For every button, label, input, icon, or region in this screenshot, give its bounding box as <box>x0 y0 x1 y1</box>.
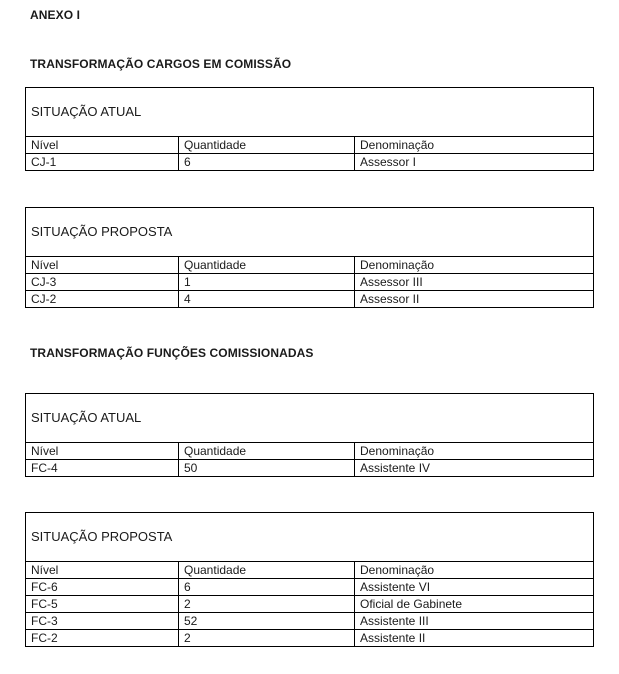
cell-quantidade: 6 <box>179 579 355 596</box>
column-header-quantidade: Quantidade <box>179 443 355 460</box>
cell-quantidade: 50 <box>179 460 355 477</box>
table-caption-row <box>26 394 594 443</box>
cell-denominacao: Assistente IV <box>355 460 594 477</box>
annex-title: ANEXO I <box>30 8 81 22</box>
table-caption-row <box>26 513 594 562</box>
cell-nivel: FC-4 <box>26 460 179 477</box>
cell-denominacao: Assessor II <box>355 291 594 308</box>
table-row <box>26 154 594 171</box>
table-row <box>26 579 594 596</box>
column-header-quantidade: Quantidade <box>179 257 355 274</box>
table-header-row <box>26 562 594 579</box>
table-header-row <box>26 257 594 274</box>
cell-quantidade: 1 <box>179 274 355 291</box>
section-heading-funcoes: TRANSFORMAÇÃO FUNÇÕES COMISSIONADAS <box>30 346 314 360</box>
cell-denominacao: Assessor III <box>355 274 594 291</box>
cell-nivel: FC-6 <box>26 579 179 596</box>
column-header-quantidade: Quantidade <box>179 137 355 154</box>
cell-nivel: CJ-2 <box>26 291 179 308</box>
cell-quantidade: 4 <box>179 291 355 308</box>
cell-quantidade: 2 <box>179 630 355 647</box>
table-funcoes-situacao-proposta <box>25 512 594 647</box>
column-header-denominacao: Denominação <box>355 257 594 274</box>
table-caption: SITUAÇÃO PROPOSTA <box>26 208 594 257</box>
table-row <box>26 274 594 291</box>
column-header-denominacao: Denominação <box>355 137 594 154</box>
table-caption: SITUAÇÃO ATUAL <box>26 394 594 443</box>
cell-denominacao: Assistente III <box>355 613 594 630</box>
table-caption: SITUAÇÃO ATUAL <box>26 88 594 137</box>
column-header-quantidade: Quantidade <box>179 562 355 579</box>
cell-nivel: CJ-1 <box>26 154 179 171</box>
table-header-row <box>26 137 594 154</box>
table-cargos-situacao-proposta <box>25 207 594 308</box>
cell-denominacao: Assistente II <box>355 630 594 647</box>
column-header-nivel: Nível <box>26 137 179 154</box>
table-row <box>26 460 594 477</box>
cell-denominacao: Assistente VI <box>355 579 594 596</box>
table-cargos-situacao-atual <box>25 87 594 171</box>
cell-nivel: FC-2 <box>26 630 179 647</box>
cell-denominacao: Assessor I <box>355 154 594 171</box>
table-caption: SITUAÇÃO PROPOSTA <box>26 513 594 562</box>
column-header-nivel: Nível <box>26 562 179 579</box>
table-row <box>26 630 594 647</box>
cell-quantidade: 2 <box>179 596 355 613</box>
table-row <box>26 596 594 613</box>
cell-nivel: FC-5 <box>26 596 179 613</box>
table-header-row <box>26 443 594 460</box>
table-caption-row <box>26 208 594 257</box>
cell-nivel: CJ-3 <box>26 274 179 291</box>
table-funcoes-situacao-atual <box>25 393 594 477</box>
column-header-nivel: Nível <box>26 257 179 274</box>
table-caption-row <box>26 88 594 137</box>
column-header-denominacao: Denominação <box>355 443 594 460</box>
section-heading-cargos: TRANSFORMAÇÃO CARGOS EM COMISSÃO <box>30 57 292 71</box>
cell-denominacao: Oficial de Gabinete <box>355 596 594 613</box>
column-header-nivel: Nível <box>26 443 179 460</box>
table-row <box>26 613 594 630</box>
cell-nivel: FC-3 <box>26 613 179 630</box>
column-header-denominacao: Denominação <box>355 562 594 579</box>
table-row <box>26 291 594 308</box>
cell-quantidade: 52 <box>179 613 355 630</box>
cell-quantidade: 6 <box>179 154 355 171</box>
